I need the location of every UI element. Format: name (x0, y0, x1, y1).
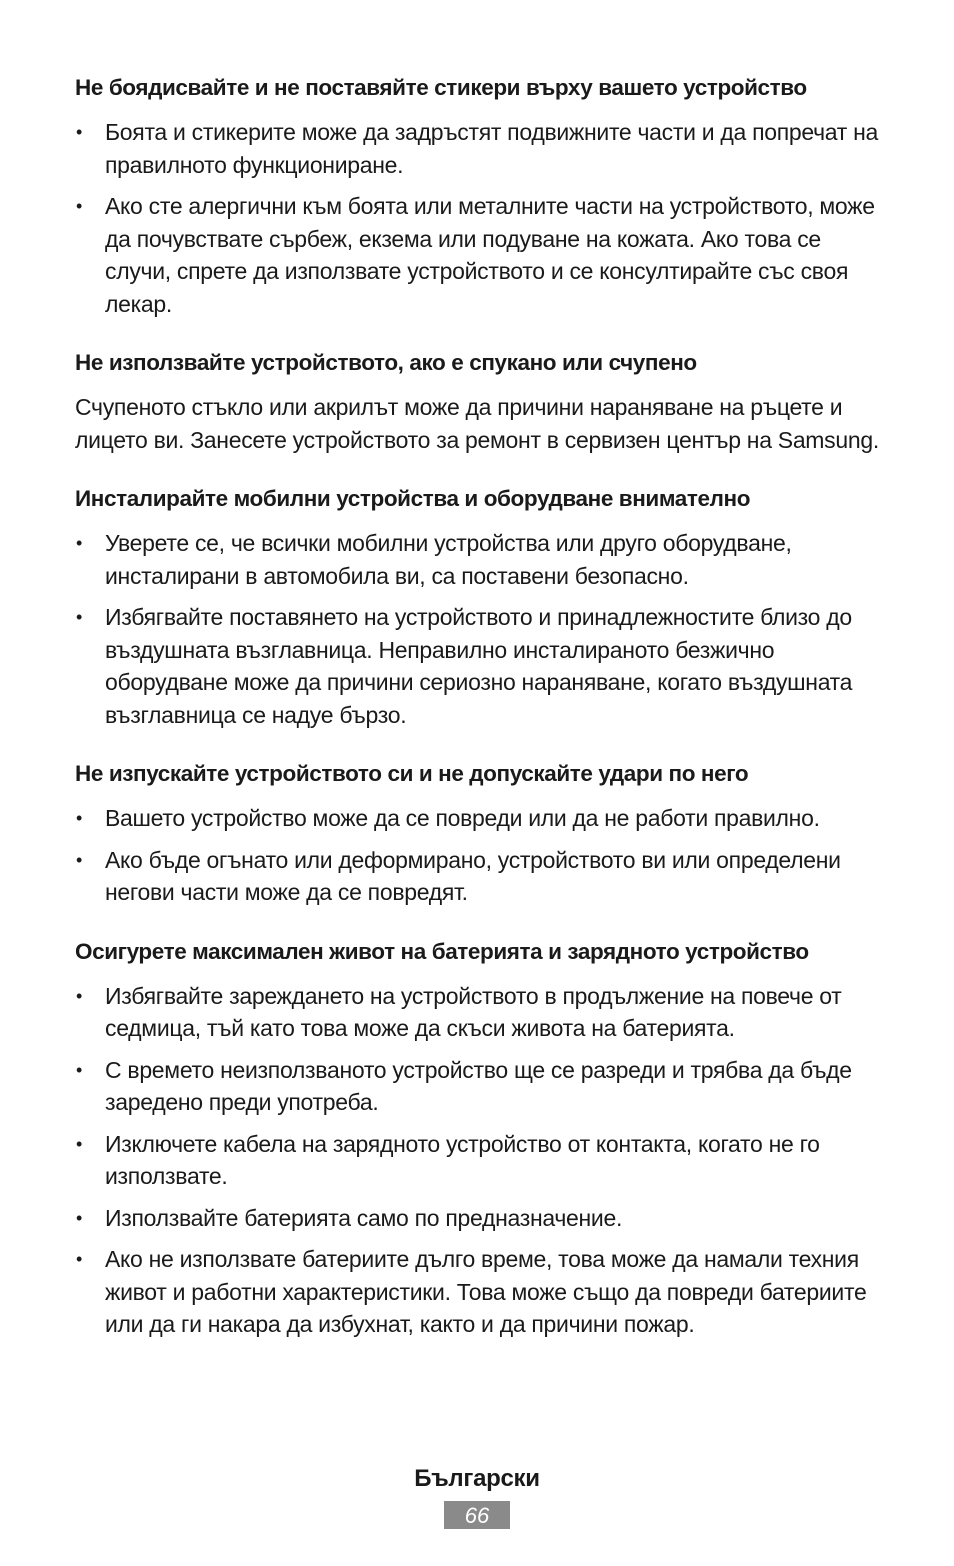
section-heading: Осигурете максимален живот на батерията и зарядното устройство (75, 938, 809, 964)
bullet-icon: • (76, 533, 83, 553)
list-item-text: Ако не използвате батериите дълго време, това може да намали техния живот и работни характеристики. Това може също да повреди батериите или да ги накара да избухнат, както и да причини пожар. (105, 1246, 867, 1337)
section-heading: Не използвайте устройството, ако е спукано или счупено (75, 350, 697, 375)
list-item (75, 601, 883, 731)
list-item (75, 980, 883, 1045)
bullet-icon: • (76, 1249, 83, 1269)
section-heading: Не изпускайте устройството си и не допускайте удари по него (75, 761, 749, 786)
section-paint-stickers (75, 72, 883, 320)
list-item (75, 1054, 883, 1119)
section-drop-device (75, 758, 883, 909)
bullet-list (75, 116, 883, 320)
bullet-icon: • (76, 196, 83, 216)
section-heading: Инсталирайте мобилни устройства и оборудване внимателно (75, 486, 751, 511)
footer-language: Български (414, 1465, 540, 1492)
list-item-text: Ако бъде огънато или деформирано, устройството ви или определени негови части може да се повредят. (105, 846, 841, 905)
list-item-text: Уверете се, че всички мобилни устройства или друго оборудване, инсталирани в автомобила ви, са поставени безопасно. (105, 530, 792, 589)
list-item-text: Ако сте алергични към боята или металните части на устройството, може да почувствате сърбеж, екзема или подуване на кожата. Ако това се случи, спрете да използвате устройството и се консултирайте със своя лекар. (105, 193, 875, 317)
list-item (75, 527, 883, 592)
section-paragraph: Счупеното стъкло или акрилът може да причини нараняване на ръцете и лицето ви. Занесете устройството за ремонт в сервизен център на Samsung. (75, 394, 879, 453)
list-item (75, 116, 883, 181)
list-item-text: Боята и стикерите може да задръстят подвижните части и да попречат на правилното функциониране. (105, 119, 878, 178)
page-number: 66 (444, 1501, 510, 1529)
list-item-text: Изключете кабела на зарядното устройство от контакта, когато не го използвате. (105, 1130, 820, 1189)
list-item-text: Използвайте батерията само по предназначение. (105, 1204, 623, 1231)
list-item-text: Вашето устройство може да се повреди или да не работи правилно. (105, 805, 820, 831)
bullet-icon: • (76, 808, 83, 828)
list-item-text: Избягвайте зареждането на устройството в продължение на повече от седмица, тъй като това може да скъси живота на батерията. (105, 982, 842, 1041)
bullet-icon: • (76, 1133, 83, 1154)
document-page (75, 72, 883, 1368)
list-item (75, 802, 883, 835)
section-cracked-device (75, 347, 883, 456)
bullet-icon: • (76, 122, 83, 142)
page-footer (0, 1463, 954, 1529)
list-item (75, 1202, 883, 1235)
bullet-icon: • (76, 849, 83, 870)
bullet-icon: • (76, 1207, 83, 1228)
section-mobile-install (75, 483, 883, 731)
bullet-icon: • (76, 607, 83, 627)
list-item (75, 844, 883, 909)
list-item-text: Избягвайте поставянето на устройството и принадлежностите близо до въздушната възглавница. Неправилно инсталираното безжично оборудване може да причини сериозно нараняване, когато въздушната възглавница се надуе бързо. (105, 604, 853, 728)
list-item (75, 1128, 883, 1193)
bullet-list (75, 802, 883, 909)
section-battery-life (75, 936, 883, 1341)
bullet-list (75, 527, 883, 731)
bullet-icon: • (76, 985, 83, 1006)
list-item-text: С времето неизползваното устройство ще се разреди и трябва да бъде заредено преди употреба. (105, 1056, 852, 1115)
list-item (75, 1243, 883, 1341)
section-heading: Не боядисвайте и не поставяйте стикери върху вашето устройство (75, 75, 807, 100)
bullet-list (75, 980, 883, 1341)
bullet-icon: • (76, 1059, 83, 1080)
list-item (75, 190, 883, 320)
